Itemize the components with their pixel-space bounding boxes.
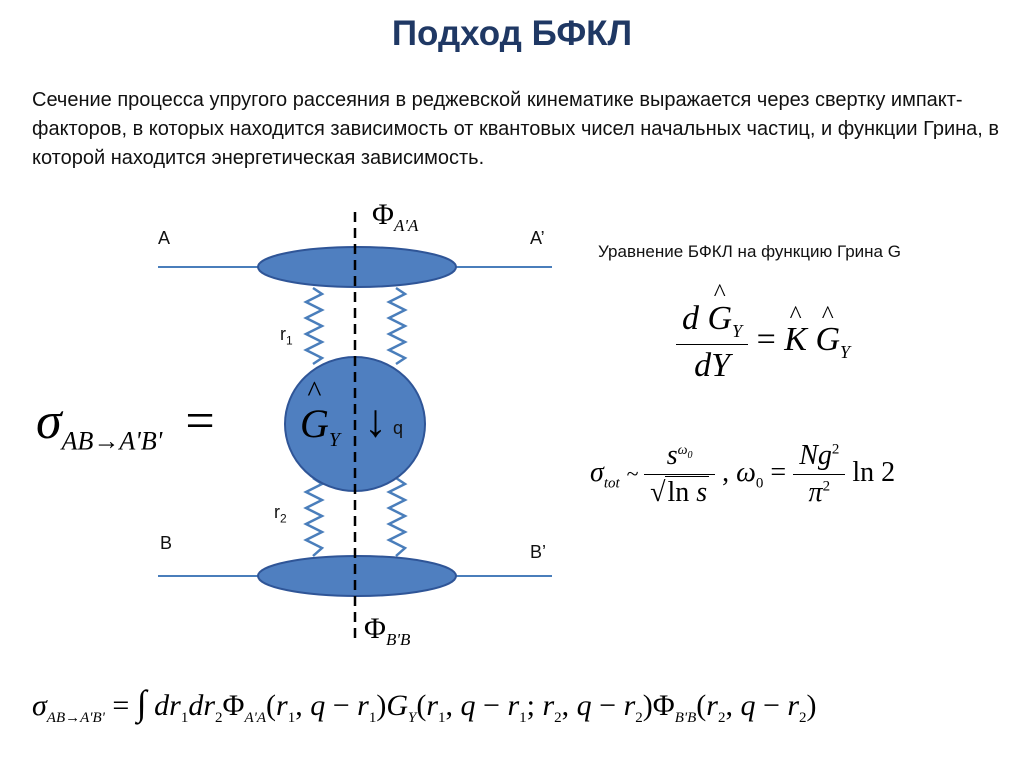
impact-factor-bottom xyxy=(258,556,456,596)
impact-factor-top xyxy=(258,247,456,287)
label-b-prime: B’ xyxy=(530,542,547,562)
sigma-tot-equation: $\sigma_{tot}$ ~ $\frac{s^{\omega_0}}{\text{√ln s}}$ , $\omega_0$ = $\frac{Ng^2}{\pi^2}$ ln 2 xyxy=(590,440,896,508)
phi-top-label: $\Phi_{A'A}$ xyxy=(372,198,419,235)
label-a-prime: A’ xyxy=(530,228,545,248)
label-r1: $r_1$ xyxy=(280,324,293,348)
phi-bottom-label: $\Phi_{B'B}$ xyxy=(364,612,411,649)
label-b: B xyxy=(160,533,173,553)
green-function-label: ^ $G_Y$ xyxy=(300,400,340,452)
convolution-formula: $\sigma_{AB\to A'B'}$ = ∫ $dr_1dr_2\Phi_{A'A}(r_1$, $q - r_1)G_Y(r_1$, $q - r_1$; $r_2$, $q - r_2)\Phi_{B'B}(r_2$, $q - r_2$) xyxy=(32,683,817,726)
sigma-equals: $\sigma_{AB\to A'B'}$ = xyxy=(36,393,215,456)
q-arrow: ↓ xyxy=(364,395,387,446)
label-q: q xyxy=(393,418,404,438)
zigzag-r2-right xyxy=(389,478,405,556)
intro-paragraph: Сечение процесса упругого рассеяния в реджевской кинематике выражается через свертку импакт-факторов, в которых находится зависимость от квантовых чисел начальных частиц, и функции Грина, в которой находится энергетическая зависимость. xyxy=(32,89,1000,169)
bfkl-equation: $\frac{d \^{} G_Y}{dY}$ = ^ K ^ $G_Y$ xyxy=(676,300,850,385)
bfkl-caption: Уравнение БФКЛ на функцию Грина G xyxy=(598,242,901,261)
zigzag-r1-right xyxy=(389,288,405,364)
label-a: A xyxy=(158,228,171,248)
zigzag-r1-left xyxy=(306,288,322,364)
label-r2: $r_2$ xyxy=(274,502,287,526)
zigzag-r2-left xyxy=(306,478,322,556)
slide-title: Подход БФКЛ xyxy=(391,14,633,53)
